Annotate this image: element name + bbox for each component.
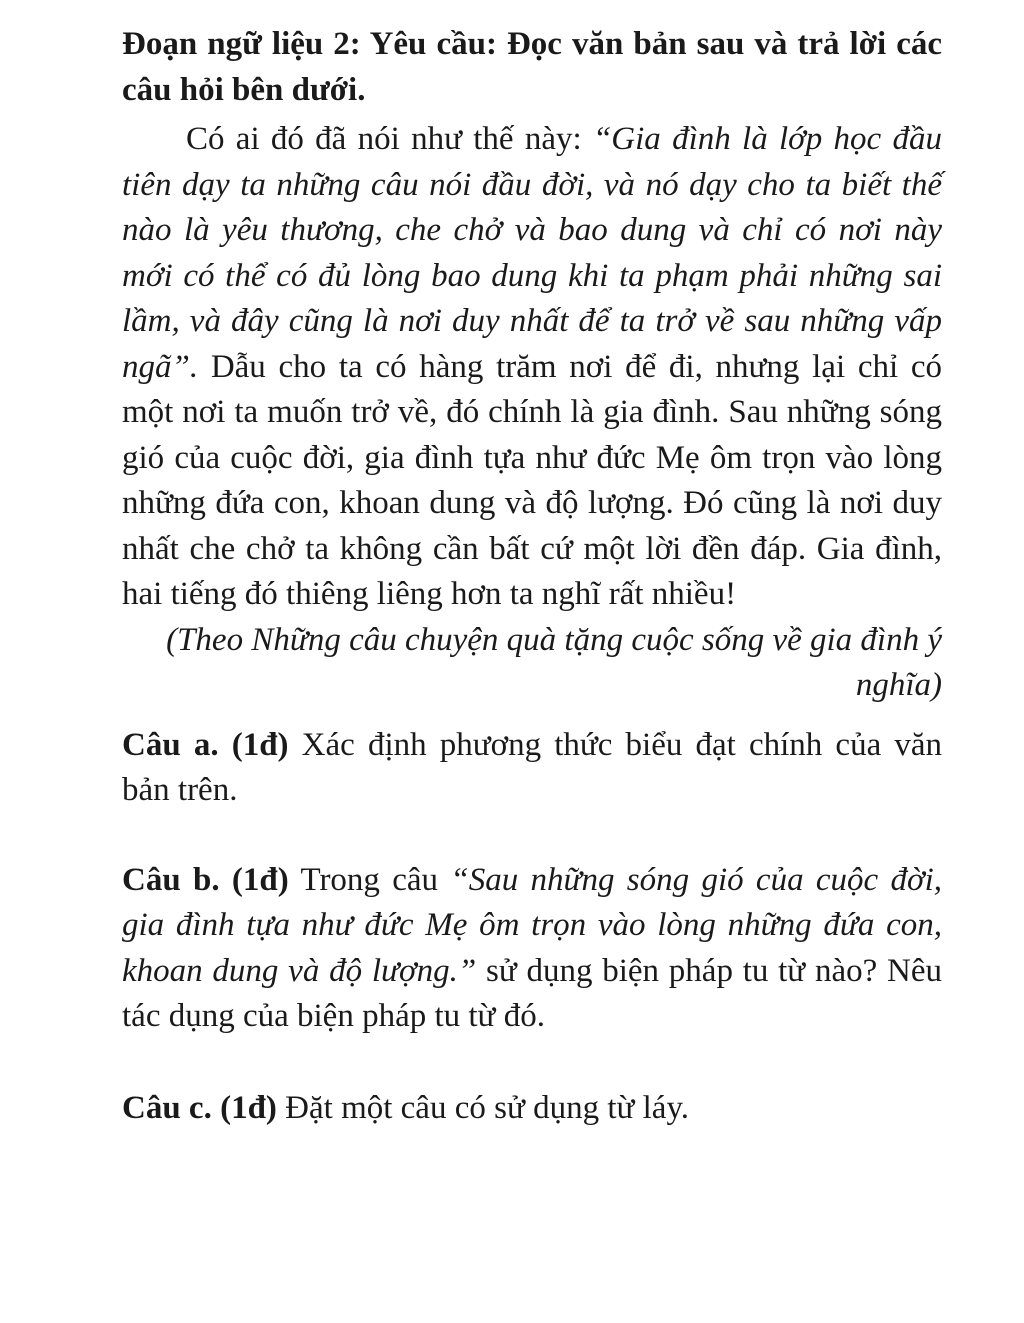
passage-quote: “Gia đình là lớp học đầu tiên dạy ta những câu nói đầu đời, và nó dạy cho ta biết thế nào là yêu thương, che chở và bao dung và chỉ có nơi này mới có thể có đủ lòng bao dung khi ta phạm phải những sai lầm, và đây cũng là nơi duy nhất để ta trở về sau những vấp ngã”. (122, 121, 942, 385)
question-a (122, 723, 942, 814)
passage-source: (Theo Những câu chuyện quà tặng cuộc sống về gia đình ý nghĩa) (166, 621, 942, 703)
question-c-text: Đặt một câu có sử dụng từ láy. (276, 1089, 690, 1126)
question-c-label: Câu c. (1đ) (122, 1089, 277, 1126)
question-b (122, 858, 942, 1040)
question-b-text-before: Trong câu (288, 861, 451, 898)
passage-intro: Có ai đó đã nói như thế này: (186, 121, 593, 157)
section-heading: Đoạn ngữ liệu 2: Yêu cầu: Đọc văn bản sau và trả lời các câu hỏi bên dưới. (122, 26, 942, 108)
reading-passage (122, 117, 942, 618)
question-c (122, 1086, 942, 1132)
question-b-quote: “Sau những sóng gió của cuộc đời, gia đình tựa như đức Mẹ ôm trọn vào lòng những đứa con, khoan dung và độ lượng.” (122, 861, 943, 989)
question-a-text: Xác định phương thức biểu đạt chính của văn bản trên. (122, 726, 942, 808)
document-page (122, 22, 942, 1131)
question-b-text-after: sử dụng biện pháp tu từ nào? Nêu tác dụng của biện pháp tu từ đó. (122, 952, 942, 1034)
question-a-label: Câu a. (1đ) (122, 726, 289, 763)
question-b-label: Câu b. (1đ) (122, 861, 289, 898)
passage-body: Dẫu cho ta có hàng trăm nơi để đi, nhưng lại chỉ có một nơi ta muốn trở về, đó chính là gia đình. Sau những sóng gió của cuộc đời, gia đình tựa như đức Mẹ ôm trọn vào lòng những đứa con, khoan dung và độ lượng. Đó cũng là nơi duy nhất che chở ta không cần bất cứ một lời đền đáp. Gia đình, hai tiếng đó thiêng liêng hơn ta nghĩ rất nhiều! (122, 348, 942, 612)
